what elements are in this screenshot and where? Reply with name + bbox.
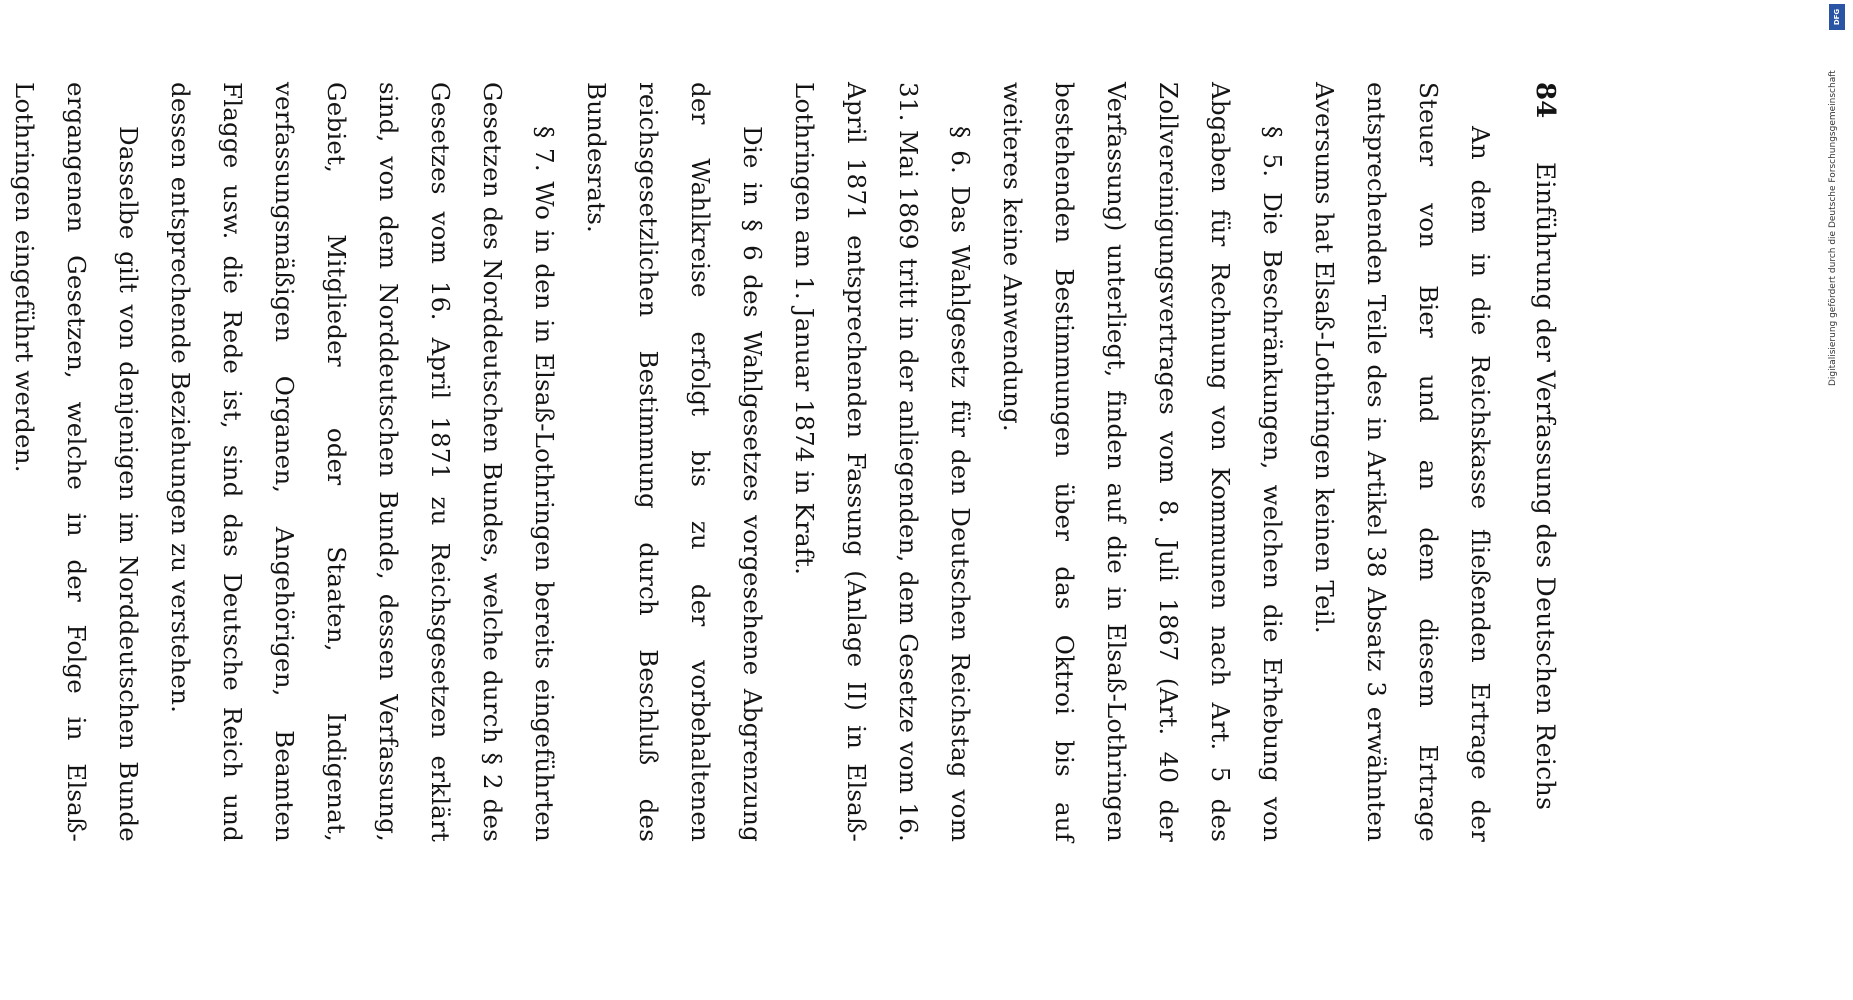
dfg-logo-icon: [1829, 4, 1845, 30]
paragraph-section-5: § 5. Die Beschränkungen, welchen die Erhebung von Abgaben für Rechnung von Kommunen nach Art. 5 des Zollvereinigungsvertrages vom 8. Juli 1867 (Art. 40 der Verfassung) unterliegt, finden auf die in Elsaß-Lothringen bestehenden Bestimmungen über das Oktroi bis auf weiteres keine Anwendung.: [998, 82, 1287, 842]
paragraph-section-6: § 6. Das Wahlgesetz für den Deutschen Reichstag vom 31. Mai 1869 tritt in der anliegenden, dem Gesetze vom 16. April 1871 entsprechenden Fassung (Anlage II) in Elsaß-Lothringen am 1. Januar 1874 in Kraft.: [790, 82, 975, 842]
rotated-text-block: [10, 82, 1562, 842]
paragraph-section-7: § 7. Wo in den in Elsaß-Lothringen bereits eingeführten Gesetzen des Norddeutschen Bundes, welche durch § 2 des Gesetzes vom 16. April 1871 zu Reichsgesetzen erklärt sind, von dem Norddeutschen Bunde, dessen Verfassung, Gebiet, Mitglieder oder Staaten, Indigenat, verfassungsmäßigen Organen, Angehörigen, Beamten Flagge usw. die Rede ist, sind das Deutsche Reich und dessen entsprechende Beziehungen zu verstehen.: [166, 82, 559, 842]
dfg-watermark: [1826, 10, 1850, 410]
paragraph-wahlkreise: Die in § 6 des Wahlgesetzes vorgesehene Abgrenzung der Wahlkreise erfolgt bis zu der vorbehaltenen reichsgesetzlichen Bestimmung durch Beschluß des Bundesrats.: [582, 82, 767, 842]
watermark-text: Digitalisierung gefördert durch die Deutsche Forschungsgemeinschaft: [1828, 70, 1838, 386]
running-title: Einführung der Verfassung des Deutschen Reichs: [1531, 162, 1560, 811]
paragraph-dasselbe: Dasselbe gilt von denjenigen im Norddeutschen Bunde ergangenen Gesetzen, welche in der Folge in Elsaß-Lothringen eingeführt werden.: [10, 82, 143, 842]
page-number: 84: [1530, 82, 1560, 119]
paragraph-1: An dem in die Reichskasse fließenden Ertrage der Steuer von Bier und an dem diesem Ertrage entsprechenden Teile des in Artikel 38 Absatz 3 erwähnten Aversums hat Elsaß-Lothringen keinen Teil.: [1310, 82, 1495, 842]
page-header: [1528, 82, 1562, 842]
dfg-logo-label: DFG: [1833, 8, 1841, 26]
